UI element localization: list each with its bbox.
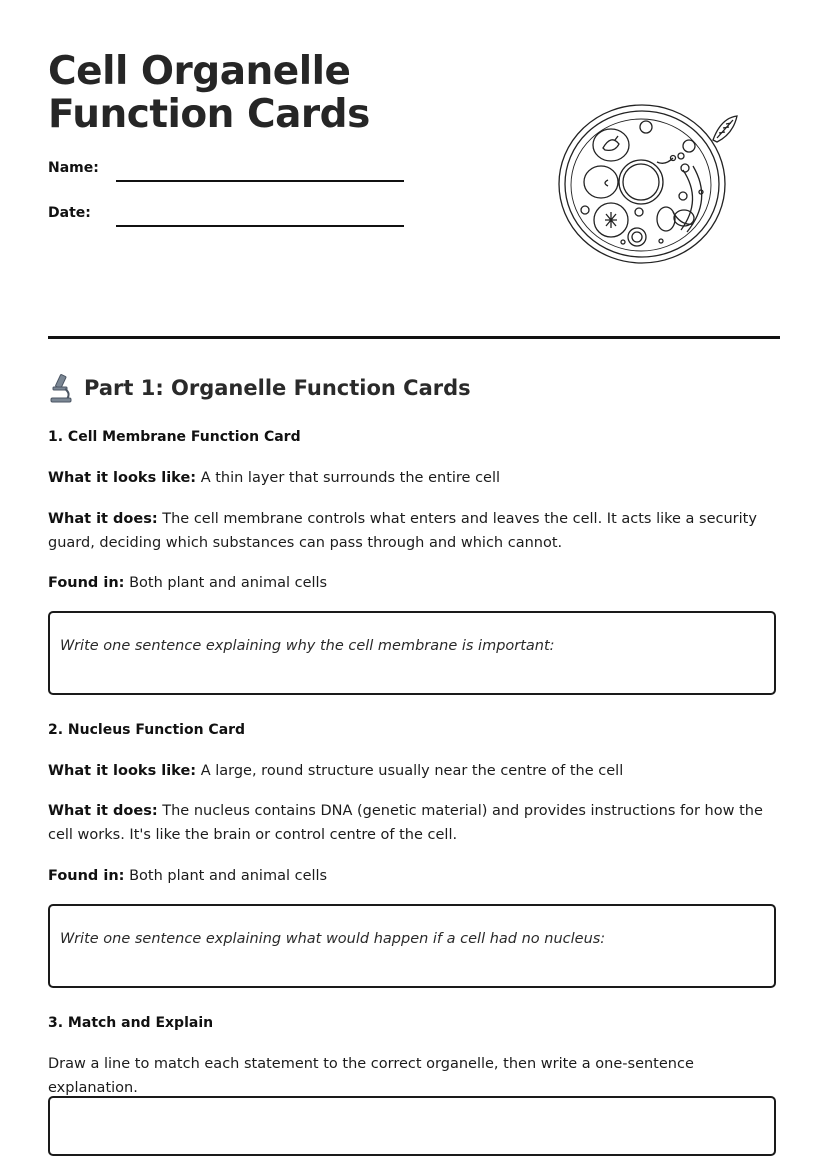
name-field[interactable] bbox=[116, 180, 404, 182]
section-divider bbox=[48, 336, 780, 339]
looks-text: A large, round structure usually near the centre of the cell bbox=[200, 763, 624, 779]
card-nucleus-found bbox=[48, 864, 783, 888]
card-membrane-does bbox=[48, 507, 783, 555]
found-text: Both plant and animal cells bbox=[129, 868, 328, 884]
looks-label: What it looks like: bbox=[48, 763, 197, 779]
name-label: Name: bbox=[48, 160, 99, 176]
date-label: Date: bbox=[48, 205, 91, 221]
part1-heading bbox=[48, 373, 471, 403]
found-text: Both plant and animal cells bbox=[129, 575, 328, 591]
match-instructions: Draw a line to match each statement to the correct organelle, then write a one-sentence explanation. bbox=[48, 1056, 694, 1096]
does-text: The nucleus contains DNA (genetic material) and provides instructions for how the cell works. It's like the brain or control centre of the cell. bbox=[48, 803, 763, 843]
found-label: Found in: bbox=[48, 868, 125, 884]
does-text: The cell membrane controls what enters and leaves the cell. It acts like a security guard, deciding which substances can pass through and which cannot. bbox=[48, 511, 757, 551]
membrane-answer-prompt: Write one sentence explaining why the cell membrane is important: bbox=[60, 638, 555, 654]
does-label: What it does: bbox=[48, 803, 158, 819]
plant-cell-illustration bbox=[553, 100, 743, 268]
part1-title: Part 1: Organelle Function Cards bbox=[84, 376, 471, 400]
card-nucleus-title: 2. Nucleus Function Card bbox=[48, 722, 246, 738]
card-nucleus-does bbox=[48, 799, 783, 847]
looks-label: What it looks like: bbox=[48, 470, 197, 486]
page-title: Cell Organelle Function Cards bbox=[48, 49, 370, 137]
card-membrane-looks bbox=[48, 466, 783, 490]
card-nucleus-looks bbox=[48, 759, 783, 783]
match-answer-box[interactable] bbox=[48, 1096, 776, 1156]
card-membrane-found bbox=[48, 571, 783, 595]
worksheet-header bbox=[0, 0, 828, 340]
microscope-icon bbox=[48, 373, 74, 403]
does-label: What it does: bbox=[48, 511, 158, 527]
looks-text: A thin layer that surrounds the entire cell bbox=[200, 470, 501, 486]
nucleus-answer-box[interactable] bbox=[48, 904, 776, 988]
date-field[interactable] bbox=[116, 225, 404, 227]
card-membrane-title: 1. Cell Membrane Function Card bbox=[48, 429, 301, 445]
nucleus-answer-prompt: Write one sentence explaining what would happen if a cell had no nucleus: bbox=[60, 931, 606, 947]
match-title: 3. Match and Explain bbox=[48, 1015, 214, 1031]
membrane-answer-box[interactable] bbox=[48, 611, 776, 695]
found-label: Found in: bbox=[48, 575, 125, 591]
